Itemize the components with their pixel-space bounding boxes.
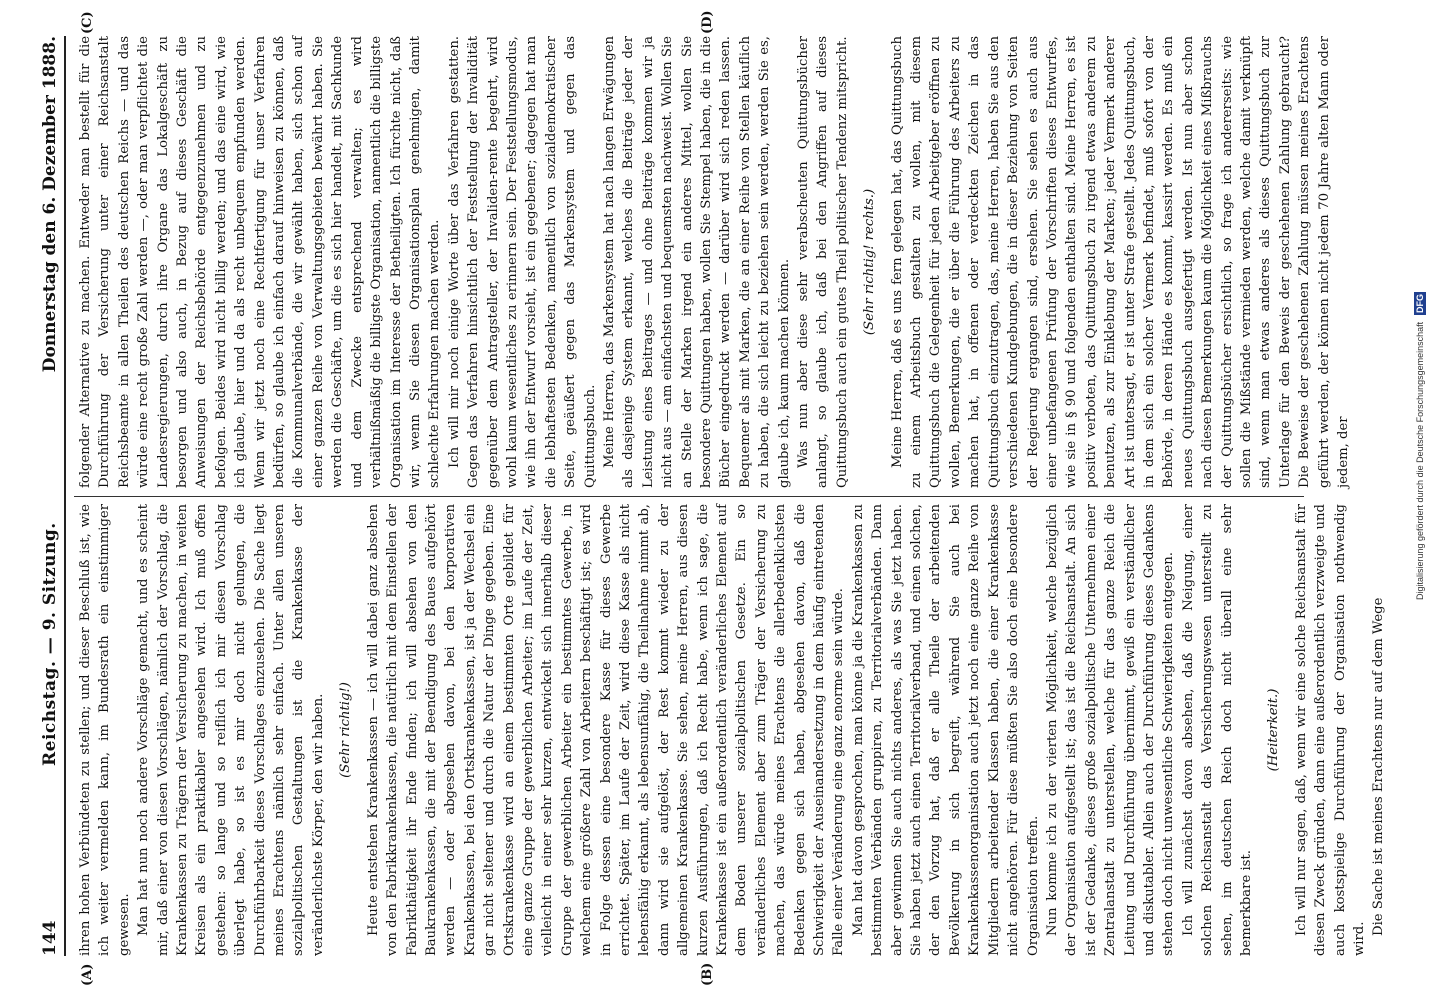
- paragraph: folgender Alternative zu machen. Entweder man bestellt für die Durchführung der Versicherung unter einer Reichsanstalt Reichsbeamte in allen Theilen des deutschen Reichs — und das würde eine recht große Zahl werden —, oder man verpflichtet die Landesregierungen, durch ihre Organe das Lokalgeschäft zu besorgen und also auch, in Bezug auf dieses Geschäft die Anweisungen der Reichsbehörde entgegenzunehmen und zu befolgen. Beides wird nicht billig werden; und das eine wird, wie ich glaube, hier und da als recht unbequem empfunden werden. Wenn wir jetzt noch eine Rechtfertigung für unser Verfahren bedürfen, so glaube ich einfach darauf hinweisen zu können, daß die Kommunalverbände, die wir gewählt haben, sich schon auf einer ganzen Reihe von Verwaltungsgebieten bewährt haben. Sie werden die Geschäfte, um die es sich hier handelt, mit Sachkunde und dem Zwecke entsprechend verwalten; es wird verhältnißmäßig die billigste Organisation, namentlich die billigste Organisation im Interesse der Betheiligten. Ich fürchte nicht, daß wir, wenn Sie diesen Organisationsplan genehmigen, damit schlechte Erfahrungen machen werden.: [78, 36, 443, 488]
- paragraph: Ich will mir noch einige Worte über das Verfahren gestatten. Gegen das Verfahren hinsichtlich der Feststellung der Invalidität gegenüber dem Antragsteller, der Invaliden-rente begehrt, wird wohl kaum wesentliches zu erinnern sein. Der Feststellungsmodus, wie ihn der Entwurf vorsieht, ist ein gegebener; dagegen hat man die lebhaftesten Bedenken, namentlich von sozialdemokratischer Seite, geäußert gegen das Markensystem und gegen das Quittungsbuch.: [446, 36, 598, 488]
- column-divider: [74, 496, 1304, 497]
- dfg-logo: DFG: [1415, 294, 1425, 314]
- interjection: (Heiterkeit.): [1266, 688, 1282, 772]
- margin-mark-d: (D): [700, 10, 715, 34]
- margin-mark-a: (A): [80, 963, 95, 986]
- paragraph: Ich will nur sagen, daß, wenn wir eine solche Reichsanstalt für diesen Zweck gründen, dann eine außerordentlich verzweigte und auch kostspielige Durchführung der Organisation nothwendig wird.: [1293, 504, 1367, 956]
- margin-mark-c: (C): [80, 11, 95, 34]
- paragraph: ihren hohen Verbündeten zu stellen; und dieser Beschluß ist, wie ich weiter vermelden kann, im Bundesrath ein einstimmiger gewesen.: [78, 504, 132, 956]
- paragraph: Was nun aber diese sehr verabscheuten Quittungsbücher anlangt, so glaube ich, daß bei den Angriffen auf dieses Quittungsbuch auch ein gutes Theil politischer Tendenz mitspricht.: [796, 36, 850, 488]
- right-column: [76, 36, 1353, 488]
- interjection: (Sehr richtig!): [338, 682, 354, 778]
- interjection: (Sehr richtig! rechts.): [862, 188, 878, 336]
- credit-text: Digitalisierung gefördert durch die Deutsche Forschungsgemeinschaft: [1415, 321, 1425, 600]
- paragraph: Man hat davon gesprochen, man könne ja die Krankenkassen zu bestimmten Verbänden gruppiren, zu Territorialverbänden. Dann aber gewinnen Sie auch nichts anderes, als was Sie jetzt haben. Sie haben jetzt auch einen Territorialverband, und einen solchen, der den Vorzug hat, daß er alle Theile der arbeitenden Bevölkerung in sich begreift, während Sie auch bei Krankenkassenorganisation auch jetzt noch eine ganze Reihe von Mitgliedern arbeitender Klassen haben, die einer Krankenkasse nicht angehören. Für diese müßten Sie also doch eine besondere Organisation treffen.: [850, 504, 1041, 956]
- paragraph: Heute entstehen Krankenkassen — ich will dabei ganz absehen von den Fabrikkrankenkassen, die natürlich mit dem Einstellen der Fabrikthätigkeit ihr Ende finden; ich will absehen von den Baukrankenkassen, die mit der Beendigung des Baues aufgehört werden — oder abgesehen davon, bei den korporativen Krankenkassen, bei den Ortskrankenkassen, ist ja der Wechsel ein gar nicht seltener und durch die Natur der Dinge gegeben. Eine Ortskrankenkasse wird an einem bestimmten Orte gebildet für eine ganze Gruppe der gewerblichen Arbeiter; im Laufe der Zeit, vielleicht in einer sehr kurzen, entwickelt sich innerhalb dieser Gruppe der gewerblichen Arbeiter ein bestimmtes Gewerbe, in welchem eine größere Zahl von Arbeitern beschäftigt ist; es wird in Folge dessen eine besondere Kasse für dieses Gewerbe errichtet. Später, im Laufe der Zeit, wird diese Kasse als nicht lebensfähig erkannt, als lebensunfähig, die Theilnahme nimmt ab, dann wird sie aufgelöst, der Rest kommt wieder zu der allgemeinen Krankenkasse. Sie sehen, meine Herren, aus diesen kurzen Ausführungen, daß ich Recht habe, wenn ich sage, die Krankenkasse ist ein außerordentlich veränderliches Element auf dem Boden unserer sozialpolitischen Gesetze. Ein so veränderliches Element aber zum Träger der Versicherung zu machen, das würde meines Erachtens die allerbedenklichsten Bedenken gegen sich haben, abgesehen davon, daß die Schwierigkeit der Auseinandersetzung in dem häufig eintretenden Falle einer Veränderung eine ganz enorme sein würde.: [365, 504, 847, 956]
- margin-mark-b: (B): [700, 962, 715, 986]
- page-header: [40, 36, 66, 956]
- running-title: Reichstag. — 9. Sitzung.: [40, 522, 60, 766]
- session-date: Donnerstag den 6. Dezember 1888.: [40, 36, 60, 373]
- paragraph: Nun komme ich zu der vierten Möglichkeit, welche bezüglich der Organisation aufgestellt ist; das ist die Reichsanstalt. An sich ist der Gedanke, dieses große sozialpolitische Unternehmen einer Zentralanstalt zu unterstellen, welche für das ganze Reich die Leitung und Durchführung übernimmt, gewiß ein verständlicher und diskutabler. Allein auch der Durchführung dieses Gedankens stehen doch nicht unwesentliche Schwierigkeiten entgegen.: [1044, 504, 1177, 956]
- paragraph: Meine Herren, daß es uns fern gelegen hat, das Quittungsbuch zu einem Arbeitsbuch gestalten zu wollen, mit diesem Quittungsbuch die Gelegenheit für jeden Arbeitgeber eröffnen zu wollen, Bemerkungen, die er über die Führung des Arbeiters zu machen hat, in offenen oder verdeckten Zeichen in das Quittungsbuch einzutragen, das, meine Herren, haben Sie aus den verschiedenen Kundgebungen, die in dieser Beziehung von Seiten der Regierung ergangen sind, ersehen. Sie sehen es auch aus einer unbefangenen Prüfung der Vorschriften dieses Entwurfes, wie sie in § 90 und folgenden enthalten sind. Meine Herren, es ist positiv verboten, das Quittungsbuch zu irgend etwas anderem zu benutzen, als zur Einklebung der Marken; jeder Vermerk anderer Art ist untersagt, er ist unter Strafe gestellt. Jedes Quittungsbuch, in dem sich ein solcher Vermerk befindet, muß sofort von der Behörde, in deren Hände es kommt, kassirt werden. Es muß ein neues Quittungsbuch ausgefertigt werden. Ist nun aber schon nach diesen Bemerkungen kaum die Möglichkeit eines Mißbrauchs der Quittungsbücher ersichtlich, so frage ich andererseits: wie sollen die Mißstände vermieden werden, welche damit verknüpft sind, wenn man etwas anderes als dieses Quittungsbuch zur Unterlage für den Beweis der geschehenen Zahlung gebraucht? Die Beweise der geschehenen Zahlung müssen meines Erachtens geführt werden, der können nicht jedem 70 Jahre alten Mann oder jedem, der: [889, 36, 1351, 488]
- paragraph: Ich will zunächst davon absehen, daß die Neigung, einer solchen Reichsanstalt das Versicherungswesen unterstellt zu sehen, im deutschen Reich doch nicht überall eine sehr bemerkbare ist.: [1180, 504, 1254, 956]
- paragraph: Die Sache ist meines Erachtens nur auf dem Wege: [1371, 597, 1387, 936]
- paragraph: Meine Herren, das Markensystem hat nach langen Erwägungen als dasjenige System erkannt, welches die Beiträge jeder der Leistung eines Beitrages — und ohne Beiträge kommen wir ja nicht aus — am einfachsten und bequemsten nachweist. Wollen Sie an Stelle der Marken irgend ein anderes Mittel, wollen Sie besondere Quittungen haben, wollen Sie Stempel haben, die in die Bücher eingedruckt werden — darüber wird sich reden lassen. Bequemer als mit Marken, die an einer Reihe von Stellen käuflich zu haben, die sich leicht zu beziehen sein werden, werden Sie es, glaube ich, kaum machen können.: [601, 36, 792, 488]
- digitization-credit: [1414, 40, 1426, 600]
- page-number: 144: [40, 920, 60, 956]
- paragraph: Man hat nun noch andere Vorschläge gemacht, und es scheint mir, daß einer von diesen Vorschlägen, nämlich der Vorschlag, die Krankenkassen zu Trägern der Versicherung zu machen, in weiten Kreisen als ein praktikabler angesehen wird. Ich muß offen gestehen: so lange und so reiflich ich mir diesen Vorschlag überlegt habe, so ist es mir doch nicht gelungen, die Durchführbarkeit dieses Vorschlages einzusehen. Die Sache liegt meines Erachtens nämlich sehr einfach. Unter allen unseren sozialpolitischen Gestaltungen ist die Krankenkasse der veränderlichste Körper, den wir haben.: [136, 504, 326, 956]
- left-column: [76, 504, 1389, 956]
